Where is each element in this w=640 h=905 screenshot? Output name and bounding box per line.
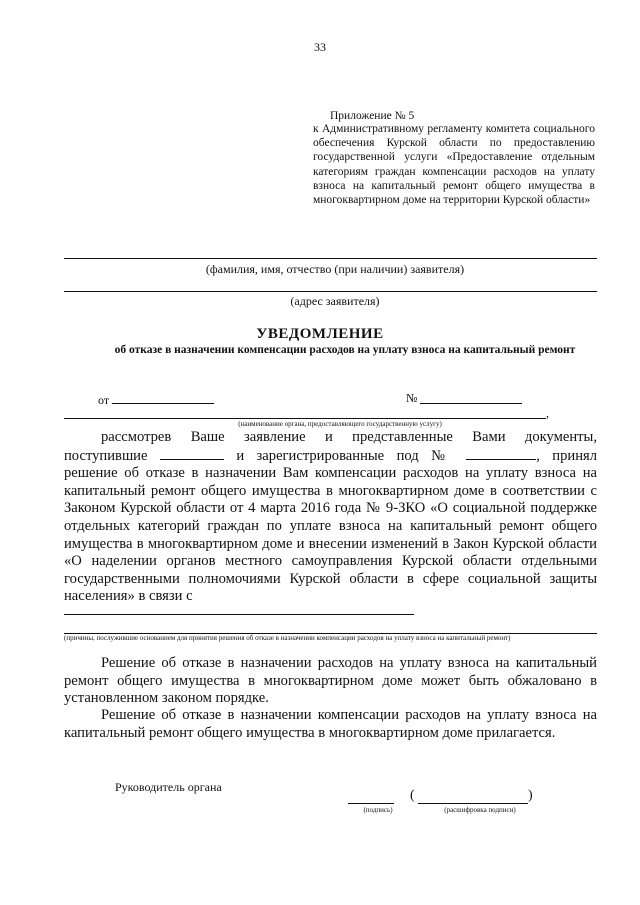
signature-caption: (подпись) — [363, 806, 393, 814]
body-line-1: рассмотрев Ваше заявление и представленные Вами документы, — [101, 429, 597, 445]
appeal-paragraph: Решение об отказе в назначении расходов на уплату взноса на капитальный ремонт общего имущества в многоквартирном доме может быть обжаловано в установленном законом порядке. — [64, 655, 597, 707]
appendix-reference: к Административному регламенту комитета социального обеспечения Курской области по предоставлению государственной услуги «Предоставление отдельным категориям граждан компенсации расходов на уплату взноса на капитальный ремонт общего имущества в многоквартирном доме на территории Курской области» — [313, 123, 595, 207]
page-number: 33 — [314, 40, 326, 54]
decoding-line — [418, 803, 528, 804]
notice-subtitle: об отказе в назначении компенсации расходов на уплату взноса на капитальный ремонт — [114, 344, 576, 356]
reason-line-1 — [64, 614, 414, 615]
signature-line — [348, 803, 394, 804]
close-paren: ) — [528, 788, 533, 803]
head-of-authority-label: Руководитель органа — [115, 780, 222, 794]
authority-caption: (наименование органа, предоставляющего государственную услугу) — [238, 420, 442, 428]
received-date-blank — [160, 447, 224, 460]
authority-name-line — [64, 418, 546, 419]
body-decision-text: решение об отказе в назначении Вам компенсации расходов на уплату взноса на капитальный ремонт общего имущества в многоквартирном доме в соответствии с Законом Курской области от 4 марта 2016 года № 9-ЗКО «О социальной поддержке отдельных категорий граждан по уплате взноса на капитальный ремонт общего имущества в многоквартирном доме и внесении изменений в Закон Курской области «О наделении органов местного самоуправления Курской области отдельными государственными полномочиями Курской области в сфере социальной защиты населения» в связи с — [64, 465, 597, 605]
applicant-address-line — [64, 291, 597, 292]
accepted-label: , принял — [536, 447, 598, 464]
authority-line-comma: , — [546, 406, 549, 420]
body-line-2 — [64, 447, 597, 466]
notice-title: УВЕДОМЛЕНИЕ — [256, 326, 384, 342]
open-paren: ( — [410, 788, 415, 803]
registration-number-blank — [466, 447, 536, 460]
date-field-line — [112, 403, 214, 404]
applicant-name-caption: (фамилия, имя, отчество (при наличии) заявителя) — [205, 262, 465, 276]
applicant-address-caption: (адрес заявителя) — [290, 294, 380, 308]
applicant-name-line — [64, 258, 597, 259]
number-label: № — [406, 391, 418, 405]
notice-body — [64, 429, 597, 606]
date-label: от — [98, 393, 110, 407]
received-label: поступившие — [64, 447, 148, 464]
appendix-title: Приложение № 5 — [330, 110, 415, 122]
reasons-caption: (причины, послужившие основанием для принятия решения об отказе в назначении компенсации расходов на уплату взноса на капитальный ремонт) — [64, 634, 511, 642]
decoding-caption: (расшифровка подписи) — [444, 806, 516, 814]
registered-label: и зарегистрированные под № — [236, 447, 454, 464]
attachment-paragraph: Решение об отказе в назначении компенсации расходов на уплату взноса на капитальный ремонт общего имущества в многоквартирном доме прилагается. — [64, 707, 597, 741]
number-field-line — [420, 403, 522, 404]
